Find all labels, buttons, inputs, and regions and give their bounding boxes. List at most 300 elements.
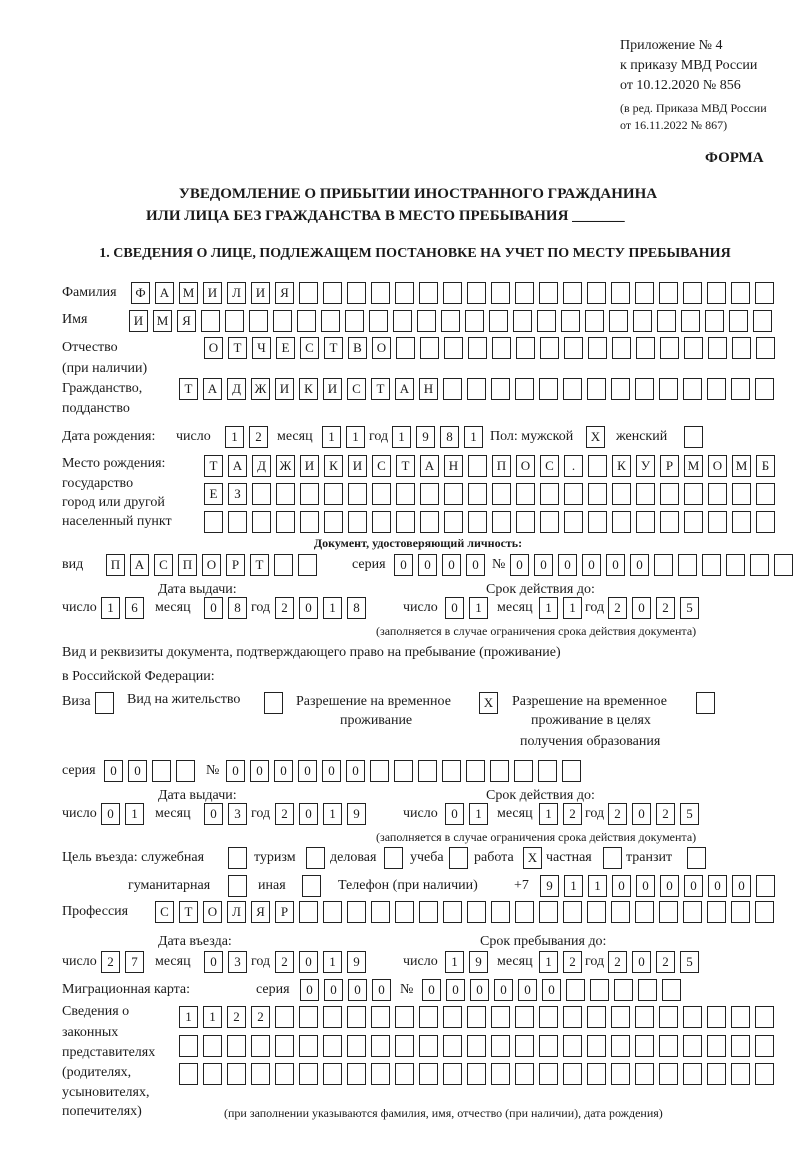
birth-place-1-cell[interactable]: Д bbox=[252, 455, 271, 477]
id-id_valid-year-cell[interactable]: 2 bbox=[656, 597, 675, 619]
birth-place-3-cell[interactable] bbox=[324, 511, 343, 533]
citizenship-cell[interactable] bbox=[731, 378, 750, 400]
id-number-cell[interactable]: 0 bbox=[582, 554, 601, 576]
name-cell[interactable] bbox=[705, 310, 724, 332]
id-number-cell[interactable] bbox=[726, 554, 745, 576]
entry-entry-year-cell[interactable]: 9 bbox=[347, 951, 366, 973]
surname-cell[interactable]: Ф bbox=[131, 282, 150, 304]
reps-1-cell[interactable] bbox=[395, 1006, 414, 1028]
entry-entry-month-cell[interactable]: 3 bbox=[228, 951, 247, 973]
birth-place-1-cell[interactable]: М bbox=[684, 455, 703, 477]
migration-number-cell[interactable]: 0 bbox=[494, 979, 513, 1001]
name-cell[interactable] bbox=[465, 310, 484, 332]
birth-place-2-cell[interactable] bbox=[444, 483, 463, 505]
citizenship-cell[interactable]: И bbox=[323, 378, 342, 400]
birth-place-1-cell[interactable]: И bbox=[348, 455, 367, 477]
birth-place-3-cell[interactable] bbox=[300, 511, 319, 533]
profession-cell[interactable] bbox=[539, 901, 558, 923]
citizenship-cell[interactable]: А bbox=[203, 378, 222, 400]
reps-2-cell[interactable] bbox=[251, 1035, 270, 1057]
name-cell[interactable] bbox=[273, 310, 292, 332]
citizenship-cell[interactable] bbox=[587, 378, 606, 400]
surname-cell[interactable] bbox=[467, 282, 486, 304]
patronymic-cell[interactable] bbox=[492, 337, 511, 359]
name-cell[interactable] bbox=[609, 310, 628, 332]
purpose-other-checkbox-cell[interactable] bbox=[302, 875, 321, 897]
name-cell[interactable] bbox=[417, 310, 436, 332]
res-number-cell[interactable] bbox=[370, 760, 389, 782]
phone-cell[interactable]: 0 bbox=[660, 875, 679, 897]
id-kind-cell[interactable]: П bbox=[178, 554, 197, 576]
patronymic-cell[interactable] bbox=[516, 337, 535, 359]
name-cell[interactable] bbox=[321, 310, 340, 332]
profession-cell[interactable]: С bbox=[155, 901, 174, 923]
surname-cell[interactable] bbox=[299, 282, 318, 304]
birth-place-2-cell[interactable] bbox=[324, 483, 343, 505]
patronymic-cell[interactable] bbox=[420, 337, 439, 359]
reps-2-cell[interactable] bbox=[515, 1035, 534, 1057]
birth-place-3-cell[interactable] bbox=[468, 511, 487, 533]
reps-3-cell[interactable] bbox=[179, 1063, 198, 1085]
birth-place-2-cell[interactable] bbox=[756, 483, 775, 505]
res-res_valid-day-cell[interactable]: 0 bbox=[445, 803, 464, 825]
reps-2-cell[interactable] bbox=[635, 1035, 654, 1057]
res-number-cell[interactable] bbox=[442, 760, 461, 782]
birth-place-2-cell[interactable] bbox=[276, 483, 295, 505]
surname-cell[interactable] bbox=[539, 282, 558, 304]
id-number-cell[interactable]: 0 bbox=[510, 554, 529, 576]
profession-cell[interactable] bbox=[611, 901, 630, 923]
birth-place-1-cell[interactable]: О bbox=[516, 455, 535, 477]
birth-place-2-cell[interactable] bbox=[684, 483, 703, 505]
res-res_issue-year-cell[interactable]: 0 bbox=[299, 803, 318, 825]
res-series-cell[interactable] bbox=[152, 760, 171, 782]
reps-3-cell[interactable] bbox=[299, 1063, 318, 1085]
birth-place-2-cell[interactable] bbox=[708, 483, 727, 505]
reps-3-cell[interactable] bbox=[611, 1063, 630, 1085]
reps-2-cell[interactable] bbox=[443, 1035, 462, 1057]
birth-month-cell[interactable]: 1 bbox=[346, 426, 365, 448]
id-id_valid-year-cell[interactable]: 2 bbox=[608, 597, 627, 619]
patronymic-cell[interactable] bbox=[636, 337, 655, 359]
reps-3-cell[interactable] bbox=[515, 1063, 534, 1085]
patronymic-cell[interactable] bbox=[588, 337, 607, 359]
reps-2-cell[interactable] bbox=[227, 1035, 246, 1057]
res-number-cell[interactable]: 0 bbox=[250, 760, 269, 782]
profession-cell[interactable] bbox=[323, 901, 342, 923]
patronymic-cell[interactable] bbox=[684, 337, 703, 359]
birth-place-1-cell[interactable]: И bbox=[300, 455, 319, 477]
reps-2-cell[interactable] bbox=[731, 1035, 750, 1057]
reps-1-cell[interactable]: 2 bbox=[251, 1006, 270, 1028]
reps-3-cell[interactable] bbox=[371, 1063, 390, 1085]
reps-2-cell[interactable] bbox=[683, 1035, 702, 1057]
entry-stay-day-cell[interactable]: 9 bbox=[469, 951, 488, 973]
profession-cell[interactable] bbox=[515, 901, 534, 923]
birth-place-1-cell[interactable]: К bbox=[324, 455, 343, 477]
reps-2-cell[interactable] bbox=[587, 1035, 606, 1057]
name-cell[interactable] bbox=[225, 310, 244, 332]
purpose-business-checkbox-cell[interactable] bbox=[384, 847, 403, 869]
profession-cell[interactable] bbox=[395, 901, 414, 923]
surname-cell[interactable] bbox=[443, 282, 462, 304]
surname-cell[interactable] bbox=[755, 282, 774, 304]
birth-place-2-cell[interactable] bbox=[492, 483, 511, 505]
surname-cell[interactable]: И bbox=[203, 282, 222, 304]
citizenship-cell[interactable] bbox=[539, 378, 558, 400]
reps-1-cell[interactable] bbox=[371, 1006, 390, 1028]
purpose-transit-checkbox-cell[interactable] bbox=[687, 847, 706, 869]
res-res_issue-year-cell[interactable]: 1 bbox=[323, 803, 342, 825]
res-res_valid-month-cell[interactable]: 1 bbox=[539, 803, 558, 825]
patronymic-cell[interactable] bbox=[564, 337, 583, 359]
reps-1-cell[interactable] bbox=[659, 1006, 678, 1028]
birth-place-2-cell[interactable] bbox=[372, 483, 391, 505]
name-cell[interactable] bbox=[729, 310, 748, 332]
id-series-cell[interactable]: 0 bbox=[442, 554, 461, 576]
birth-place-1-cell[interactable]: С bbox=[540, 455, 559, 477]
profession-cell[interactable] bbox=[491, 901, 510, 923]
id-kind-cell[interactable]: Т bbox=[250, 554, 269, 576]
profession-cell[interactable] bbox=[347, 901, 366, 923]
reps-3-cell[interactable] bbox=[227, 1063, 246, 1085]
birth-place-2-cell[interactable] bbox=[396, 483, 415, 505]
profession-cell[interactable]: Р bbox=[275, 901, 294, 923]
name-cell[interactable] bbox=[369, 310, 388, 332]
reps-3-cell[interactable] bbox=[275, 1063, 294, 1085]
entry-entry-month-cell[interactable]: 0 bbox=[204, 951, 223, 973]
citizenship-cell[interactable] bbox=[563, 378, 582, 400]
res-res_issue-year-cell[interactable]: 9 bbox=[347, 803, 366, 825]
res-number-cell[interactable]: 0 bbox=[346, 760, 365, 782]
migration-series-cell[interactable]: 0 bbox=[372, 979, 391, 1001]
name-cell[interactable] bbox=[201, 310, 220, 332]
patronymic-cell[interactable]: Т bbox=[228, 337, 247, 359]
purpose-official-checkbox-cell[interactable] bbox=[228, 847, 247, 869]
birth-place-1-cell[interactable] bbox=[588, 455, 607, 477]
birth-place-3-cell[interactable] bbox=[636, 511, 655, 533]
reps-3-cell[interactable] bbox=[395, 1063, 414, 1085]
citizenship-cell[interactable] bbox=[635, 378, 654, 400]
reps-1-cell[interactable] bbox=[611, 1006, 630, 1028]
patronymic-cell[interactable] bbox=[756, 337, 775, 359]
purpose-tourism-checkbox-cell[interactable] bbox=[306, 847, 325, 869]
birth-month-cell[interactable]: 1 bbox=[322, 426, 341, 448]
birth-place-2-cell[interactable] bbox=[300, 483, 319, 505]
profession-cell[interactable] bbox=[635, 901, 654, 923]
citizenship-cell[interactable] bbox=[491, 378, 510, 400]
reps-2-cell[interactable] bbox=[179, 1035, 198, 1057]
id-id_issue-year-cell[interactable]: 1 bbox=[323, 597, 342, 619]
name-cell[interactable] bbox=[537, 310, 556, 332]
patronymic-cell[interactable]: О bbox=[372, 337, 391, 359]
surname-cell[interactable]: Л bbox=[227, 282, 246, 304]
reps-2-cell[interactable] bbox=[275, 1035, 294, 1057]
profession-cell[interactable] bbox=[467, 901, 486, 923]
patronymic-cell[interactable] bbox=[732, 337, 751, 359]
name-cell[interactable] bbox=[681, 310, 700, 332]
profession-cell[interactable]: О bbox=[203, 901, 222, 923]
reps-1-cell[interactable] bbox=[515, 1006, 534, 1028]
id-series-cell[interactable]: 0 bbox=[394, 554, 413, 576]
migration-number-cell[interactable]: 0 bbox=[446, 979, 465, 1001]
entry-entry-day-cell[interactable]: 7 bbox=[125, 951, 144, 973]
id-kind-cell[interactable]: О bbox=[202, 554, 221, 576]
res-number-cell[interactable] bbox=[562, 760, 581, 782]
birth-place-3-cell[interactable] bbox=[252, 511, 271, 533]
migration-series-cell[interactable]: 0 bbox=[348, 979, 367, 1001]
birth-place-2-cell[interactable]: Е bbox=[204, 483, 223, 505]
patronymic-cell[interactable] bbox=[660, 337, 679, 359]
name-cell[interactable] bbox=[297, 310, 316, 332]
sex-male-checkbox-cell[interactable]: X bbox=[586, 426, 605, 448]
reps-1-cell[interactable]: 2 bbox=[227, 1006, 246, 1028]
id-number-cell[interactable] bbox=[702, 554, 721, 576]
reps-2-cell[interactable] bbox=[491, 1035, 510, 1057]
reps-3-cell[interactable] bbox=[323, 1063, 342, 1085]
citizenship-cell[interactable]: И bbox=[275, 378, 294, 400]
reps-1-cell[interactable] bbox=[707, 1006, 726, 1028]
entry-entry-year-cell[interactable]: 2 bbox=[275, 951, 294, 973]
birth-place-3-cell[interactable] bbox=[540, 511, 559, 533]
birth-place-3-cell[interactable] bbox=[588, 511, 607, 533]
reps-3-cell[interactable] bbox=[347, 1063, 366, 1085]
migration-number-cell[interactable] bbox=[662, 979, 681, 1001]
reps-2-cell[interactable] bbox=[563, 1035, 582, 1057]
profession-cell[interactable]: Т bbox=[179, 901, 198, 923]
id-id_valid-year-cell[interactable]: 5 bbox=[680, 597, 699, 619]
migration-series-cell[interactable]: 0 bbox=[324, 979, 343, 1001]
reps-1-cell[interactable] bbox=[299, 1006, 318, 1028]
reps-1-cell[interactable] bbox=[491, 1006, 510, 1028]
birth-place-1-cell[interactable]: С bbox=[372, 455, 391, 477]
citizenship-cell[interactable]: К bbox=[299, 378, 318, 400]
entry-stay-year-cell[interactable]: 0 bbox=[632, 951, 651, 973]
res-res_issue-day-cell[interactable]: 1 bbox=[125, 803, 144, 825]
reps-1-cell[interactable] bbox=[467, 1006, 486, 1028]
reps-2-cell[interactable] bbox=[371, 1035, 390, 1057]
migration-series-cell[interactable]: 0 bbox=[300, 979, 319, 1001]
name-cell[interactable] bbox=[657, 310, 676, 332]
id-id_issue-year-cell[interactable]: 0 bbox=[299, 597, 318, 619]
birth-place-1-cell[interactable]: А bbox=[420, 455, 439, 477]
patronymic-cell[interactable] bbox=[708, 337, 727, 359]
citizenship-cell[interactable]: А bbox=[395, 378, 414, 400]
citizenship-cell[interactable]: Ж bbox=[251, 378, 270, 400]
res-number-cell[interactable] bbox=[394, 760, 413, 782]
reps-1-cell[interactable]: 1 bbox=[203, 1006, 222, 1028]
citizenship-cell[interactable]: С bbox=[347, 378, 366, 400]
id-id_issue-year-cell[interactable]: 8 bbox=[347, 597, 366, 619]
reps-3-cell[interactable] bbox=[563, 1063, 582, 1085]
res-res_valid-day-cell[interactable]: 1 bbox=[469, 803, 488, 825]
birth-place-1-cell[interactable]: Б bbox=[756, 455, 775, 477]
res-res_issue-day-cell[interactable]: 0 bbox=[101, 803, 120, 825]
res-series-cell[interactable]: 0 bbox=[104, 760, 123, 782]
reps-2-cell[interactable] bbox=[659, 1035, 678, 1057]
temp-permit-checkbox-cell[interactable]: X bbox=[479, 692, 498, 714]
birth-place-3-cell[interactable] bbox=[444, 511, 463, 533]
reps-1-cell[interactable] bbox=[323, 1006, 342, 1028]
name-cell[interactable]: Я bbox=[177, 310, 196, 332]
reps-3-cell[interactable] bbox=[539, 1063, 558, 1085]
profession-cell[interactable] bbox=[587, 901, 606, 923]
patronymic-cell[interactable] bbox=[540, 337, 559, 359]
id-kind-cell[interactable] bbox=[274, 554, 293, 576]
reps-3-cell[interactable] bbox=[659, 1063, 678, 1085]
patronymic-cell[interactable] bbox=[468, 337, 487, 359]
profession-cell[interactable] bbox=[299, 901, 318, 923]
purpose-work-checkbox-cell[interactable]: X bbox=[523, 847, 542, 869]
phone-cell[interactable]: 0 bbox=[708, 875, 727, 897]
citizenship-cell[interactable] bbox=[755, 378, 774, 400]
birth-place-1-cell[interactable]: Н bbox=[444, 455, 463, 477]
surname-cell[interactable] bbox=[347, 282, 366, 304]
surname-cell[interactable]: И bbox=[251, 282, 270, 304]
name-cell[interactable] bbox=[345, 310, 364, 332]
reps-2-cell[interactable] bbox=[419, 1035, 438, 1057]
citizenship-cell[interactable]: Н bbox=[419, 378, 438, 400]
patronymic-cell[interactable] bbox=[396, 337, 415, 359]
reps-1-cell[interactable] bbox=[731, 1006, 750, 1028]
profession-cell[interactable] bbox=[707, 901, 726, 923]
entry-stay-day-cell[interactable]: 1 bbox=[445, 951, 464, 973]
surname-cell[interactable] bbox=[611, 282, 630, 304]
birth-day-cell[interactable]: 2 bbox=[249, 426, 268, 448]
id-kind-cell[interactable] bbox=[298, 554, 317, 576]
reps-2-cell[interactable] bbox=[347, 1035, 366, 1057]
id-number-cell[interactable] bbox=[654, 554, 673, 576]
res-number-cell[interactable]: 0 bbox=[226, 760, 245, 782]
id-series-cell[interactable]: 0 bbox=[466, 554, 485, 576]
id-kind-cell[interactable]: П bbox=[106, 554, 125, 576]
birth-place-2-cell[interactable] bbox=[660, 483, 679, 505]
birth-day-cell[interactable]: 1 bbox=[225, 426, 244, 448]
id-id_issue-month-cell[interactable]: 0 bbox=[204, 597, 223, 619]
birth-place-1-cell[interactable]: Т bbox=[396, 455, 415, 477]
birth-place-2-cell[interactable] bbox=[732, 483, 751, 505]
profession-cell[interactable] bbox=[443, 901, 462, 923]
reps-2-cell[interactable] bbox=[467, 1035, 486, 1057]
birth-place-1-cell[interactable]: . bbox=[564, 455, 583, 477]
patronymic-cell[interactable] bbox=[612, 337, 631, 359]
birth-place-3-cell[interactable] bbox=[756, 511, 775, 533]
id-number-cell[interactable]: 0 bbox=[558, 554, 577, 576]
reps-3-cell[interactable] bbox=[635, 1063, 654, 1085]
res-number-cell[interactable] bbox=[514, 760, 533, 782]
surname-cell[interactable]: Я bbox=[275, 282, 294, 304]
birth-place-3-cell[interactable] bbox=[372, 511, 391, 533]
birth-place-1-cell[interactable]: П bbox=[492, 455, 511, 477]
reps-2-cell[interactable] bbox=[755, 1035, 774, 1057]
reps-3-cell[interactable] bbox=[443, 1063, 462, 1085]
reps-2-cell[interactable] bbox=[611, 1035, 630, 1057]
entry-stay-month-cell[interactable]: 2 bbox=[563, 951, 582, 973]
phone-cell[interactable]: 9 bbox=[540, 875, 559, 897]
citizenship-cell[interactable] bbox=[611, 378, 630, 400]
citizenship-cell[interactable] bbox=[515, 378, 534, 400]
birth-place-3-cell[interactable] bbox=[684, 511, 703, 533]
profession-cell[interactable]: Л bbox=[227, 901, 246, 923]
birth-place-3-cell[interactable] bbox=[612, 511, 631, 533]
reps-2-cell[interactable] bbox=[299, 1035, 318, 1057]
birth-place-3-cell[interactable] bbox=[396, 511, 415, 533]
profession-cell[interactable] bbox=[755, 901, 774, 923]
birth-place-3-cell[interactable] bbox=[564, 511, 583, 533]
profession-cell[interactable] bbox=[683, 901, 702, 923]
res-res_valid-year-cell[interactable]: 2 bbox=[656, 803, 675, 825]
phone-cell[interactable]: 0 bbox=[612, 875, 631, 897]
birth-place-2-cell[interactable] bbox=[348, 483, 367, 505]
birth-year-cell[interactable]: 9 bbox=[416, 426, 435, 448]
profession-cell[interactable] bbox=[659, 901, 678, 923]
patronymic-cell[interactable]: О bbox=[204, 337, 223, 359]
migration-number-cell[interactable]: 0 bbox=[422, 979, 441, 1001]
id-kind-cell[interactable]: Р bbox=[226, 554, 245, 576]
res-series-cell[interactable]: 0 bbox=[128, 760, 147, 782]
birth-place-2-cell[interactable] bbox=[420, 483, 439, 505]
id-number-cell[interactable] bbox=[678, 554, 697, 576]
reps-3-cell[interactable] bbox=[203, 1063, 222, 1085]
sex-female-checkbox-cell[interactable] bbox=[684, 426, 703, 448]
res-number-cell[interactable]: 0 bbox=[274, 760, 293, 782]
id-id_valid-month-cell[interactable]: 1 bbox=[539, 597, 558, 619]
citizenship-cell[interactable] bbox=[659, 378, 678, 400]
id-id_issue-month-cell[interactable]: 8 bbox=[228, 597, 247, 619]
name-cell[interactable] bbox=[441, 310, 460, 332]
patronymic-cell[interactable]: С bbox=[300, 337, 319, 359]
birth-place-2-cell[interactable] bbox=[252, 483, 271, 505]
birth-place-1-cell[interactable]: У bbox=[636, 455, 655, 477]
birth-place-1-cell[interactable]: А bbox=[228, 455, 247, 477]
reps-3-cell[interactable] bbox=[467, 1063, 486, 1085]
patronymic-cell[interactable]: Ч bbox=[252, 337, 271, 359]
surname-cell[interactable] bbox=[323, 282, 342, 304]
phone-cell[interactable]: 1 bbox=[564, 875, 583, 897]
surname-cell[interactable] bbox=[371, 282, 390, 304]
surname-cell[interactable] bbox=[515, 282, 534, 304]
reps-1-cell[interactable]: 1 bbox=[179, 1006, 198, 1028]
id-kind-cell[interactable]: С bbox=[154, 554, 173, 576]
reps-3-cell[interactable] bbox=[731, 1063, 750, 1085]
res-number-cell[interactable] bbox=[466, 760, 485, 782]
birth-year-cell[interactable]: 1 bbox=[392, 426, 411, 448]
citizenship-cell[interactable]: Д bbox=[227, 378, 246, 400]
surname-cell[interactable] bbox=[683, 282, 702, 304]
birth-year-cell[interactable]: 8 bbox=[440, 426, 459, 448]
reps-1-cell[interactable] bbox=[587, 1006, 606, 1028]
migration-number-cell[interactable]: 0 bbox=[542, 979, 561, 1001]
birth-year-cell[interactable]: 1 bbox=[464, 426, 483, 448]
res-res_issue-month-cell[interactable]: 3 bbox=[228, 803, 247, 825]
id-number-cell[interactable] bbox=[750, 554, 769, 576]
surname-cell[interactable] bbox=[659, 282, 678, 304]
reps-1-cell[interactable] bbox=[275, 1006, 294, 1028]
surname-cell[interactable] bbox=[419, 282, 438, 304]
migration-number-cell[interactable]: 0 bbox=[470, 979, 489, 1001]
birth-place-3-cell[interactable] bbox=[420, 511, 439, 533]
birth-place-3-cell[interactable] bbox=[228, 511, 247, 533]
id-id_valid-day-cell[interactable]: 1 bbox=[469, 597, 488, 619]
citizenship-cell[interactable] bbox=[683, 378, 702, 400]
reps-1-cell[interactable] bbox=[443, 1006, 462, 1028]
citizenship-cell[interactable] bbox=[443, 378, 462, 400]
profession-cell[interactable] bbox=[563, 901, 582, 923]
surname-cell[interactable] bbox=[563, 282, 582, 304]
reps-1-cell[interactable] bbox=[419, 1006, 438, 1028]
birth-place-1-cell[interactable]: К bbox=[612, 455, 631, 477]
reps-2-cell[interactable] bbox=[539, 1035, 558, 1057]
